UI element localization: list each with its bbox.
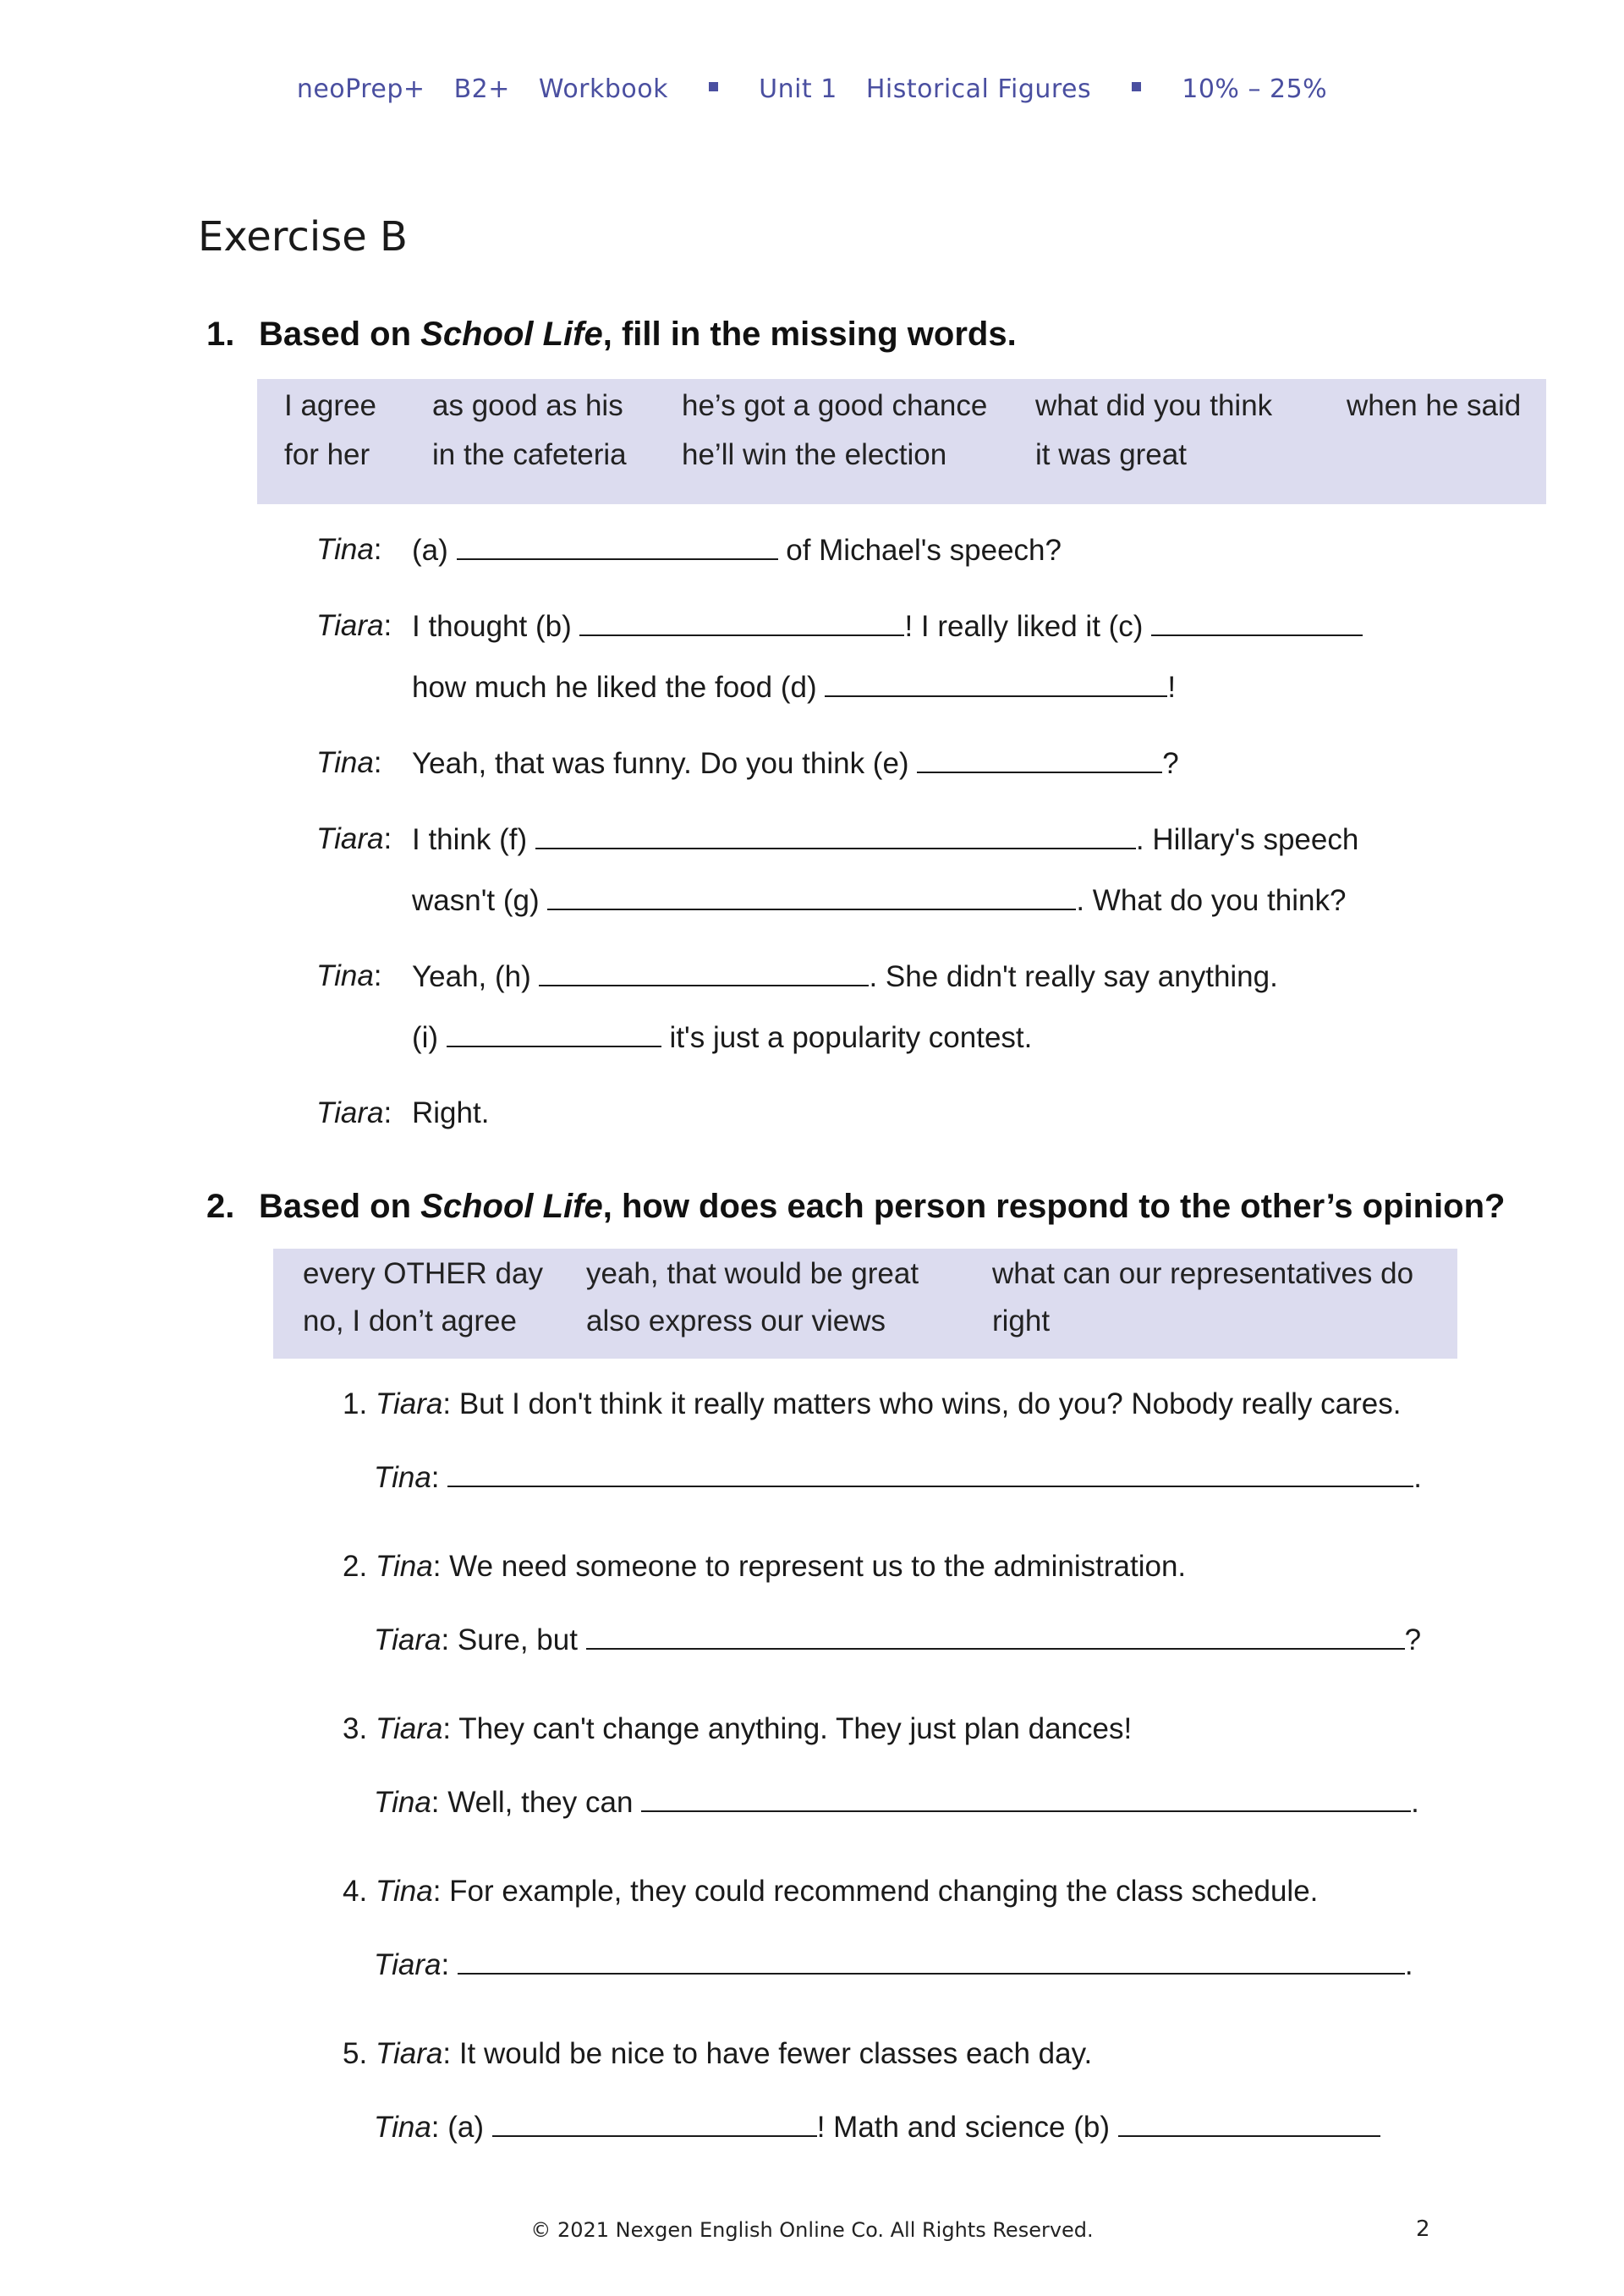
question-2-heading — [206, 1188, 1505, 1226]
answer-blank[interactable] — [579, 609, 904, 636]
dialogue-text: I think (f) . Hillary's speech — [412, 823, 1359, 856]
dialogue-text: I thought (b) ! I really liked it (c) — [412, 609, 1363, 644]
dialogue-text: Yeah, that was funny. Do you think (e) ? — [412, 747, 1179, 780]
heading-text: , how does each person respond to the other’s opinion? — [602, 1188, 1506, 1225]
word-box-1 — [257, 379, 1546, 504]
prompt-line: 3. Tiara: They can't change anything. They just plan dances! — [343, 1712, 1133, 1745]
word-option: he’ll win the election — [682, 438, 947, 471]
speaker-name: Tiara — [375, 1712, 443, 1745]
page-header — [0, 74, 1624, 104]
dialogue-line: Tiara: — [316, 822, 392, 855]
word-option: also express our views — [586, 1305, 886, 1338]
answer-blank[interactable] — [547, 883, 1076, 910]
speaker-name: Tina — [374, 1786, 431, 1819]
question-1-heading — [206, 316, 1017, 354]
response-line: Tina: (a) ! Math and science (b) — [374, 2110, 1380, 2145]
response-line: Tina: . — [374, 1461, 1422, 1494]
answer-blank[interactable] — [492, 2110, 817, 2137]
page-number: 2 — [1416, 2216, 1430, 2242]
topic-label: Historical Figures — [865, 74, 1092, 104]
dialogue-text: wasn't (g) . What do you think? — [412, 884, 1347, 917]
speaker-name: Tiara — [374, 1623, 442, 1656]
answer-blank[interactable] — [535, 822, 1136, 849]
word-option: yeah, that would be great — [586, 1257, 919, 1290]
speaker-name: Tiara — [316, 1096, 384, 1129]
speaker-name: Tina — [374, 2111, 431, 2144]
speaker-name: Tiara — [316, 609, 384, 642]
prompt-line: 1. Tiara: But I don't think it really matters who wins, do you? Nobody really cares. — [343, 1387, 1402, 1420]
word-option: every OTHER day — [303, 1257, 543, 1290]
response-line: Tina: Well, they can . — [374, 1786, 1419, 1819]
answer-blank[interactable] — [825, 670, 1167, 697]
speaker-name: Tiara — [374, 1948, 442, 1981]
word-option: when he said — [1347, 389, 1522, 422]
question-number: 2. — [206, 1188, 235, 1225]
word-option: right — [992, 1305, 1051, 1338]
speaker-name: Tiara — [316, 822, 384, 855]
question-number: 1. — [206, 316, 235, 353]
answer-blank[interactable] — [1151, 609, 1363, 636]
word-option: no, I don’t agree — [303, 1305, 517, 1338]
word-option: for her — [284, 438, 370, 471]
speaker-name: Tina — [316, 959, 374, 992]
prompt-line: 2. Tina: We need someone to represent us to the administration. — [343, 1550, 1187, 1583]
prompt-line: 4. Tina: For example, they could recommend changing the class schedule. — [343, 1875, 1319, 1908]
answer-blank[interactable] — [586, 1623, 1405, 1650]
separator-square-icon — [709, 82, 718, 91]
answer-blank[interactable] — [917, 746, 1162, 773]
heading-text: , fill in the missing words. — [602, 316, 1017, 353]
word-option: in the cafeteria — [432, 438, 627, 471]
separator-square-icon — [1132, 82, 1141, 91]
word-option: what did you think — [1035, 389, 1273, 422]
answer-blank[interactable] — [539, 959, 869, 986]
speaker-name: Tina — [375, 1550, 433, 1583]
word-option: it was great — [1035, 438, 1187, 471]
answer-blank[interactable] — [458, 1947, 1405, 1975]
dialogue-line: Tina: — [316, 959, 382, 992]
answer-blank[interactable] — [447, 1460, 1413, 1487]
dialogue-line: Tina: — [316, 533, 382, 566]
word-option: he’s got a good chance — [682, 389, 988, 422]
answer-blank[interactable] — [457, 533, 778, 560]
unit-label: Unit 1 — [759, 74, 837, 104]
answer-blank[interactable] — [1118, 2110, 1380, 2137]
word-option: as good as his — [432, 389, 623, 422]
prompt-line: 5. Tiara: It would be nice to have fewer classes each day. — [343, 2037, 1093, 2070]
copyright-footer: © 2021 Nexgen English Online Co. All Rights Reserved. — [530, 2218, 1094, 2242]
dialogue-text: how much he liked the food (d) ! — [412, 671, 1177, 704]
dialogue-line: Tiara: — [316, 609, 392, 642]
heading-text: Based on — [259, 316, 421, 353]
dialogue-line: Tiara: — [316, 1096, 392, 1129]
heading-text: Based on — [259, 1188, 421, 1225]
dialogue-text: (a) of Michael's speech? — [412, 534, 1062, 567]
word-box-2 — [273, 1249, 1457, 1359]
speaker-name: Tina — [374, 1461, 431, 1494]
speaker-name: Tina — [316, 746, 374, 779]
level-label: B2+ — [453, 74, 510, 104]
speaker-name: Tina — [375, 1875, 433, 1908]
word-option: what can our representatives do — [992, 1257, 1414, 1290]
dialogue-line: Tina: — [316, 746, 382, 779]
dialogue-text: Right. — [412, 1096, 490, 1129]
response-line: Tiara: . — [374, 1948, 1413, 1981]
answer-blank[interactable] — [447, 1020, 661, 1047]
source-title: School Life — [420, 1188, 603, 1225]
brand-name: neoPrep+ — [296, 74, 425, 104]
dialogue-text: (i) it's just a popularity contest. — [412, 1021, 1033, 1054]
answer-blank[interactable] — [641, 1785, 1411, 1812]
source-title: School Life — [420, 316, 603, 353]
dialogue-text: Yeah, (h) . She didn't really say anything. — [412, 960, 1278, 993]
word-option: I agree — [284, 389, 376, 422]
response-line: Tiara: Sure, but ? — [374, 1623, 1422, 1656]
exercise-title: Exercise B — [198, 213, 408, 261]
progress-label: 10% – 25% — [1182, 74, 1328, 104]
speaker-name: Tiara — [375, 1387, 443, 1420]
book-label: Workbook — [538, 74, 669, 104]
speaker-name: Tiara — [375, 2037, 443, 2070]
speaker-name: Tina — [316, 533, 374, 566]
